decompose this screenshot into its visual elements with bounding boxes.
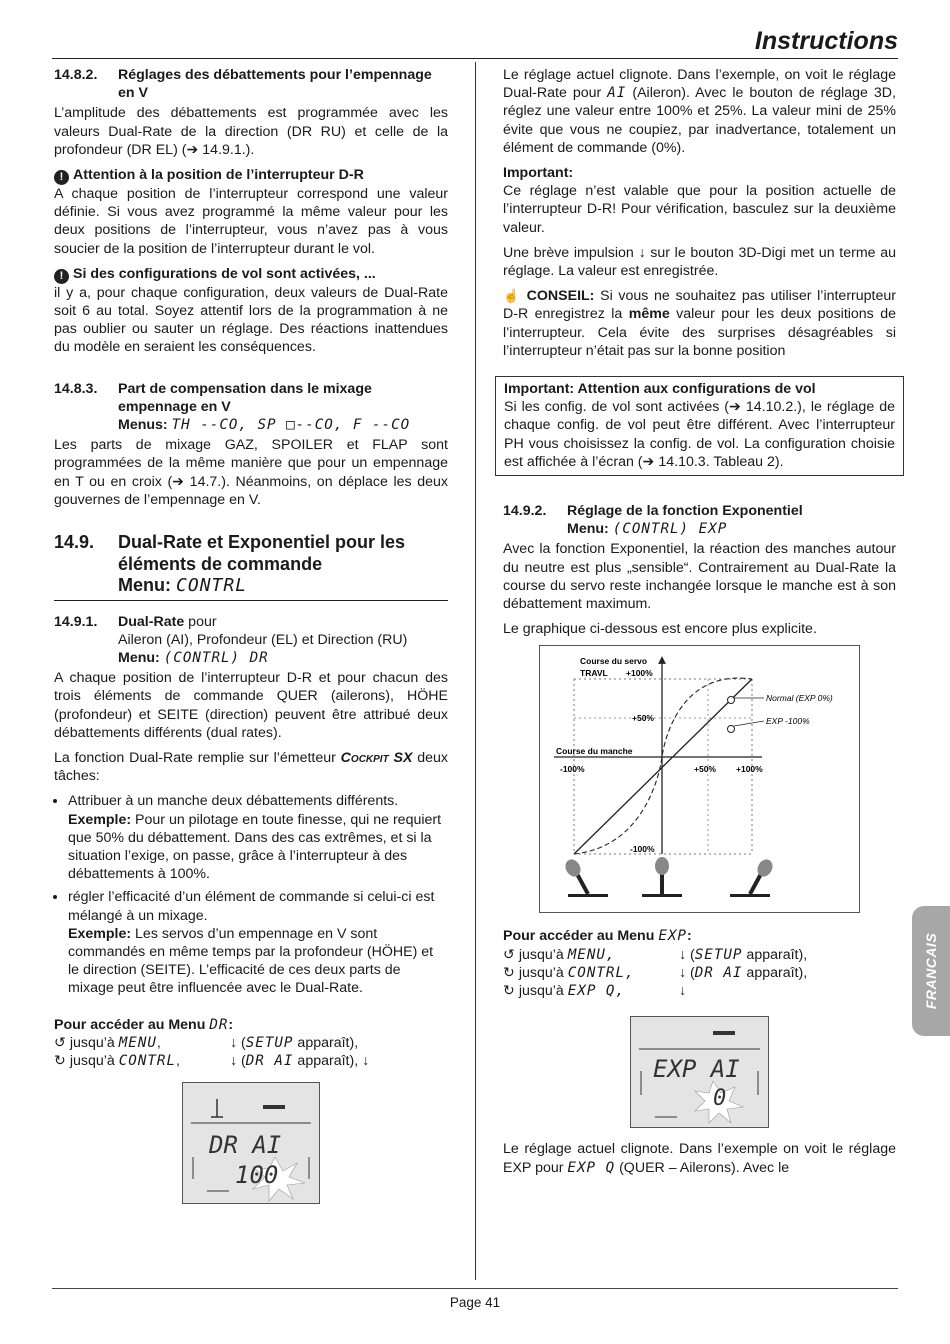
nav-step: ↻ jusqu’à EXP Q, ↓	[503, 983, 687, 1000]
section-number: 14.9.2.	[503, 503, 547, 520]
graph-y50: +50%	[632, 713, 654, 724]
bottom-rule	[52, 1288, 898, 1289]
graph-x100: +100%	[736, 764, 763, 775]
graph-y100: +100%	[626, 668, 653, 679]
paragraph: La fonction Dual-Rate remplie sur l’émetteur Cockpit SX deux tâches:	[54, 749, 448, 785]
paragraph: Ce réglage n’est valable que pour la position actuelle de l’interrupteur D-R! Pour vérification, basculez sur la deuxième valeur.	[503, 183, 896, 236]
language-tab	[912, 906, 950, 1036]
left-column	[54, 66, 448, 1204]
lcd-display-exp	[630, 1016, 769, 1128]
lcd-text: EXP AI	[653, 1055, 740, 1084]
page-title: Instructions	[754, 27, 898, 55]
paragraph: A chaque position de l’interrupteur D-R et pour chacun des trois éléments de commande QUER (ailerons), HÖHE (profondeur) et SEITE (direction) peuvent être attribué deux débattements différents (dual rates).	[54, 670, 448, 741]
menu-value: (CONTRL) EXP	[612, 521, 728, 538]
section-title: Dual-Rate pour Aileron (AI), Profondeur (EL) et Direction (RU) Menu: (CONTRL) DR	[118, 613, 408, 666]
section-14-8-3-heading	[54, 380, 448, 435]
warning-heading: ! Si des configurations de vol sont activées, ...	[54, 265, 448, 284]
section-title: Réglages des débattements pour l’empennage en V	[118, 67, 432, 102]
nav-step: ↻ jusqu’à CONTRL, ↓ (DR AI apparaît), ↓	[54, 1053, 370, 1070]
graph-x50: +50%	[694, 764, 716, 775]
exponential-graph-svg	[540, 646, 859, 912]
nav-step: ↺ jusqu’à MENU, ↓ (SETUP apparaît),	[54, 1034, 359, 1051]
paragraph: il y a, pour chaque configuration, deux valeurs de Dual-Rate soit 6 au total. Soyez attentif lors de la programmation à ne pas oublier ou sauter un réglage. Des réactions inattendues du modèle en seraient les conséquences.	[54, 284, 448, 356]
important-box	[495, 376, 904, 476]
lcd-value: 100	[235, 1161, 279, 1190]
top-rule	[52, 58, 898, 59]
graph-xm100: -100%	[560, 764, 585, 775]
graph-ym100: -100%	[630, 844, 655, 855]
access-heading: Pour accéder au Menu EXP:	[503, 928, 692, 945]
graph-exp-label: EXP -100%	[766, 716, 810, 727]
section-title: Dual-Rate et Exponentiel pour les éléments de commande Menu: CONTRL	[118, 532, 406, 597]
normal-curve	[574, 679, 752, 854]
list-item: • régler l’efficacité d’un élément de commande si celui-ci est mélangé à un mixage. Exemple: Les servos d’un empennage en V sont commandés en même temps par la profondeur (HÖHE) et le direction (SEITE). L’efficacité de ces deux parts de mixage peut être influencée avec le Dual-Rate.	[68, 888, 448, 997]
important-heading: Important:	[503, 165, 574, 182]
section-number: 14.8.2.	[54, 67, 98, 83]
section-number: 14.9.	[54, 532, 95, 553]
lcd-display-graphic	[631, 1017, 768, 1127]
paragraph: Le graphique ci-dessous est encore plus explicite.	[503, 621, 817, 638]
lcd-value: 0	[713, 1086, 727, 1112]
stick-right-icon	[730, 857, 776, 897]
section-number: 14.9.1.	[54, 613, 98, 630]
paragraph: Une brève impulsion ↓ sur le bouton 3D-Digi met un terme au réglage. La valeur est enregistrée.	[503, 244, 896, 280]
box-text: Si les config. de vol sont activées (➔ 14.10.2.), le réglage de chaque config. de vol peut être différent. Avec l’interrupteur PH vous choisissez la config. de vol. La configuration choisie est affichée à l’écran (➔ 14.10.3. Tableau 2).	[504, 399, 895, 470]
menu-value: (CONTRL) DR	[163, 649, 269, 666]
paragraph: Les parts de mixage GAZ, SPOILER et FLAP sont programmées de la même manière que pour un empennage en T ou en croix (➔ 14.7.). Néanmoins, on déplace les deux gouvernes de l’empennage en V.	[54, 437, 448, 508]
section-title: Part de compensation dans le mixage empennage en V Menus: TH --CO, SP □--CO, F --CO	[118, 380, 411, 434]
menus-value: TH --CO, SP □--CO, F --CO	[171, 417, 411, 434]
tip-icon: ☝	[503, 288, 521, 304]
menus-label: Menus:	[118, 417, 168, 434]
section-title: Réglage de la fonction Exponentiel Menu: (CONTRL) EXP	[567, 503, 803, 538]
warning-icon: !	[54, 269, 69, 284]
warning-heading: ! Attention à la position de l’interrupteur D-R	[54, 166, 448, 185]
section-number: 14.8.3.	[54, 380, 98, 397]
brand-name: Cockpit SX	[340, 749, 413, 766]
page-number: Page 41	[449, 1295, 501, 1310]
graph-stick-label: Course du manche	[556, 746, 633, 757]
section-14-9-heading	[54, 532, 448, 601]
section-14-9-1-heading	[54, 613, 448, 668]
menu-value: CONTRL	[176, 575, 248, 597]
column-divider	[475, 62, 476, 1280]
paragraph: L’amplitude des débattements est programmée avec les valeurs Dual-Rate de la direction (DR RU) et celle de la profondeur (DR EL) (➔ 14.9.1.).	[54, 105, 448, 158]
access-heading: Pour accéder au Menu DR:	[54, 1016, 234, 1033]
section-14-8-2-heading	[54, 66, 448, 102]
lcd-text: DR AI	[209, 1131, 282, 1160]
list-item: • Attribuer à un manche deux débattements différents. Exemple: Pour un pilotage en toute finesse, qui ne requiert que 50% du débattement. Dans des cas extrêmes, et si la situation l’exige, on passe, grâce à l’interrupteur à des débattements à 100%.	[68, 792, 448, 883]
nav-step: ↺ jusqu’à MENU, ↓ (SETUP apparaît),	[503, 946, 808, 963]
exponential-graph	[539, 645, 860, 913]
box-heading: Important: Attention aux configurations de vol	[504, 381, 816, 398]
graph-travl-label: TRAVL	[580, 668, 608, 679]
lcd-display-graphic	[183, 1083, 319, 1203]
menu-label: Menu:	[118, 649, 160, 666]
stick-center-icon	[642, 857, 682, 897]
bullet-list	[54, 792, 448, 997]
graph-normal-label: Normal (EXP 0%)	[766, 693, 833, 704]
menu-label: Menu:	[118, 575, 171, 596]
language-tab-label: FRANCAIS	[922, 932, 939, 1010]
stick-left-icon	[562, 857, 608, 897]
paragraph: Avec la fonction Exponentiel, la réaction des manches autour du neutre est plus „sensible“. Contrairement au Dual-Rate la course du servo reste inchangée lorsque le manche est à son débattement maximum.	[503, 541, 896, 613]
warning-icon: !	[54, 170, 69, 185]
right-column	[503, 66, 896, 1184]
lcd-display-dr	[182, 1082, 320, 1204]
paragraph: Le réglage actuel clignote. Dans l’exemple on voit le réglage EXP pour EXP Q (QUER – Ailerons). Avec le	[503, 1141, 896, 1176]
paragraph: A chaque position de l’interrupteur correspond une valeur définie. Si vous avez programmé la même valeur pour les deux positions de l’interrupteur, vous n’avez pas à vous soucier de la position de l’interrupteur durant le vol.	[54, 186, 448, 257]
section-14-9-2-heading	[503, 502, 896, 538]
paragraph: Le réglage actuel clignote. Dans l’exemple, on voit le réglage Dual-Rate pour AI (Aileron). Avec le bouton de réglage 3D, réglez une valeur entre 100% et 25%. La valeur mini de 25% évite que vous ne coupiez, par inadvertance, totalement un élément de commande (0%).	[503, 67, 896, 156]
graph-servo-label: Course du servo	[580, 656, 648, 667]
nav-step: ↻ jusqu’à CONTRL, ↓ (DR AI apparaît),	[503, 964, 808, 981]
tip-paragraph: ☝ CONSEIL: Si vous ne souhaitez pas utiliser l’interrupteur D-R enregistrez la même valeur pour les deux positions de l’interrupteur. Cela évite des surprises désagréables si l’interrupteur n’était pas sur la bonne position	[503, 288, 897, 359]
